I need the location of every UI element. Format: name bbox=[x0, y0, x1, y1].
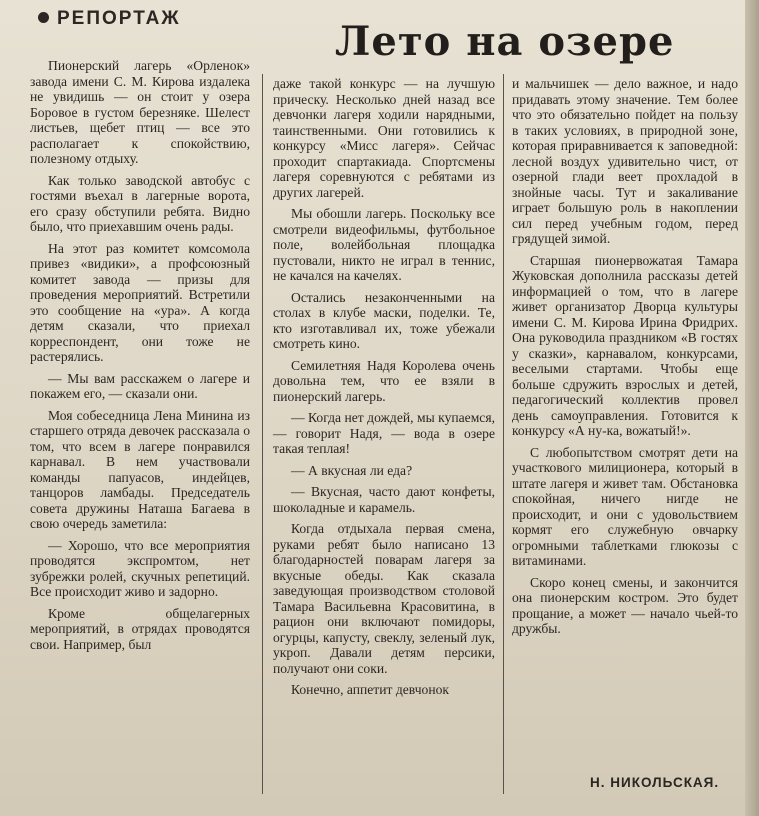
paragraph: С любопытством смотрят дети на участкового милиционера, который в штате лагеря и живет там. Обстановка спокойная, ничего нигде не происходит, и они с удовольствием кормят его служебную овчарку огромными таблетками глюкозы с витаминами. bbox=[512, 444, 738, 568]
paragraph: — Хорошо, что все мероприятия проводятся экспромтом, нет зубрежки ролей, скучных репетиций. Все происходит живо и задорно. bbox=[30, 537, 250, 599]
column-3 bbox=[512, 76, 738, 643]
paragraph: — Мы вам расскажем о лагере и покажем его, — сказали они. bbox=[30, 370, 250, 401]
paragraph: Моя собеседница Лена Минина из старшего отряда девочек рассказала о том, что всем в лагере понравился карнавал. В нем участвовали команды папуасов, индейцев, танцоров ламбады. Председатель совета дружины Наташа Багаева в свою очередь заметила: bbox=[30, 407, 250, 531]
paragraph: Конечно, аппетит девчонок bbox=[291, 682, 450, 697]
rubric-label: РЕПОРТАЖ bbox=[57, 8, 181, 29]
paragraph: Семилетняя Надя Королева очень довольна тем, что ее взяли в пионерский лагерь. bbox=[273, 357, 495, 404]
paragraph: — А вкусная ли еда? bbox=[291, 462, 413, 478]
column-2 bbox=[273, 76, 495, 704]
paragraph: Остались незаконченными на столах в клубе маски, поделки. Те, кто изготавливал их, тоже убежали смотреть кино. bbox=[273, 289, 495, 351]
paragraph: и мальчишек — дело важное, и надо придавать этому значение. Тем более что это обязательно пойдет на пользу в таких условиях, в природной зоне, которая приравнивается к заповедной: лесной воздух удивительно чист, от озерной глади веет прохладой в знойные часы. Тут и закаливание играет большую роль в накоплении сил перед учебным годом, перед грядущей зимой. bbox=[512, 76, 738, 246]
article-title: Лето на озере bbox=[335, 18, 675, 65]
column-rule-1 bbox=[262, 74, 263, 794]
rubric bbox=[38, 8, 181, 30]
paragraph: Мы обошли лагерь. Поскольку все смотрели видеофильмы, футбольное поле, волейбольная площадка пустовали, никто не играл в теннис, не качался на качелях. bbox=[273, 206, 495, 283]
paragraph: Пионерский лагерь «Орленок» завода имени С. М. Кирова издалека не увидишь — он стоит у озера Боровое в густом березняке. Шелест листьев, щебет птиц — все это располагает к спокойствию, полезному отдыху. bbox=[30, 58, 250, 166]
author-signature: Н. НИКОЛЬСКАЯ. bbox=[590, 775, 720, 790]
column-rule-2 bbox=[503, 74, 504, 794]
paragraph: даже такой конкурс — на лучшую прическу. Несколько дней назад все девчонки лагеря ходили нарядными, таинственными. Они готовились к конкурсу «Мисс лагеря». Сейчас проходит спартакиада. Спортсмены лагеря соревнуются с ребятами из других лагерей. bbox=[273, 76, 495, 200]
paragraph: Кроме общелагерных мероприятий, в отрядах проводятся свои. Например, был bbox=[30, 605, 250, 652]
page-fold bbox=[745, 0, 759, 816]
paragraph: — Когда нет дождей, мы купаемся, — говорит Надя, — вода в озере такая теплая! bbox=[273, 410, 495, 456]
paragraph: Старшая пионервожатая Тамара Жуковская дополнила рассказы детей информацией о том, что в лагере живет организатор Дворца культуры имени С. М. Кирова Ирина Фридрих. Она руководила праздником «В гостях у сказки», карнавалом, конкурсами, веселыми стартами. Чтобы еще больше сдружить взрослых и детей, педагогический коллектив провел день самоуправления. Готовится к конкурсу «А ну-ка, вожатый!». bbox=[512, 252, 738, 438]
column-1 bbox=[30, 58, 250, 658]
paragraph: Как только заводской автобус с гостями въехал в лагерные ворота, его сразу обступили ребята. Видно было, что приехавшим очень рады. bbox=[30, 172, 250, 234]
paragraph: Скоро конец смены, и закончится она пионерским костром. Это будет прощание, а может — начало чьей-то дружбы. bbox=[512, 574, 738, 636]
paragraph: На этот раз комитет комсомола привез «видики», а профсоюзный комитет завода — призы для проведения мероприятий. Встретили это сообщение на «ура». А когда детям сказали, что приехал корреспондент, они тоже не растерялись. bbox=[30, 240, 250, 364]
paragraph: — Вкусная, часто дают конфеты, шоколадные и карамель. bbox=[273, 484, 495, 515]
bullet-icon bbox=[38, 12, 49, 23]
paragraph: Когда отдыхала первая смена, руками ребят было написано 13 благодарностей поварам лагеря за вкусные обеды. Как сказала заведующая производством столовой Тамара Васильевна Красовитина, в рацион они включают помидоры, огурцы, капусту, свеклу, зеленый лук, укроп. Давали детям персики, получают они соки. bbox=[273, 521, 495, 676]
